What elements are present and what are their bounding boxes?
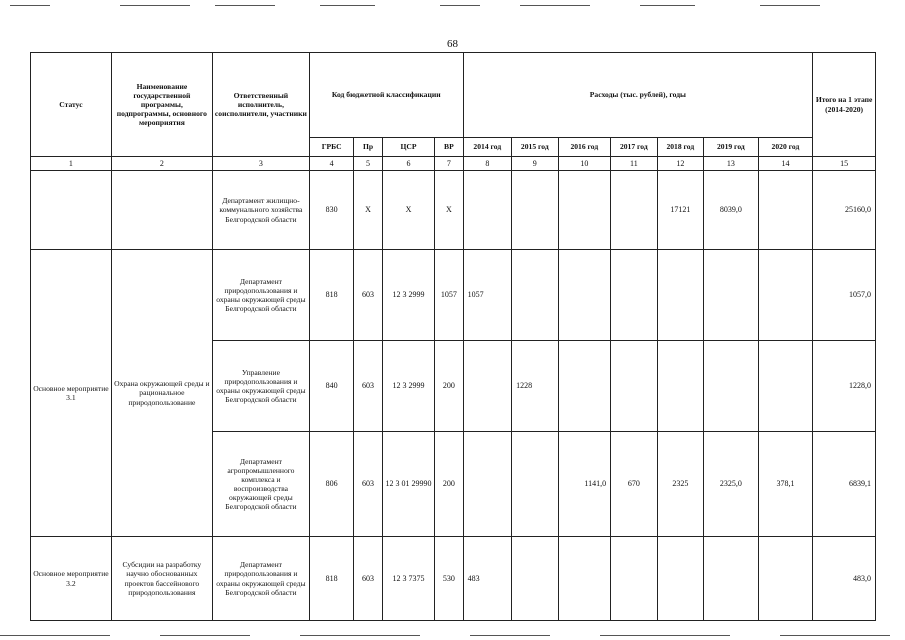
y2017-cell: [611, 537, 657, 621]
top-scan-edge: [0, 5, 905, 6]
subheader-2017: 2017 год: [611, 138, 657, 157]
subheader-2018: 2018 год: [657, 138, 703, 157]
column-index-row: [31, 157, 876, 171]
responsible-cell: Департамент природопользования и охраны окружающей среды Белгородской области: [212, 537, 309, 621]
y2020-cell: [758, 171, 813, 250]
program-name-cell: Охрана окружающей среды и рациональное природопользование: [111, 250, 212, 537]
total-cell: 6839,1: [813, 432, 876, 537]
y2014-cell: [463, 171, 512, 250]
y2019-cell: [704, 250, 759, 341]
table-row: [31, 171, 876, 250]
subheader-grbs: ГРБС: [309, 138, 353, 157]
column-index: 3: [212, 157, 309, 171]
subheader-2016: 2016 год: [558, 138, 611, 157]
y2014-cell: 483: [463, 537, 512, 621]
y2016-cell: [558, 537, 611, 621]
y2019-cell: 8039,0: [704, 171, 759, 250]
csr-cell: 12 3 01 29990: [382, 432, 435, 537]
grbs-cell: 818: [309, 537, 353, 621]
program-name-cell: Субсидии на разработку научно обоснованных проектов бассейнового природопользования: [111, 537, 212, 621]
budget-table: [30, 52, 876, 621]
y2018-cell: [657, 341, 703, 432]
y2016-cell: [558, 341, 611, 432]
column-index: 5: [354, 157, 382, 171]
y2014-cell: [463, 432, 512, 537]
y2015-cell: [512, 171, 558, 250]
y2017-cell: [611, 341, 657, 432]
column-index: 12: [657, 157, 703, 171]
y2016-cell: 1141,0: [558, 432, 611, 537]
csr-cell: 12 3 2999: [382, 250, 435, 341]
pr-cell: 603: [354, 341, 382, 432]
pr-cell: 603: [354, 250, 382, 341]
vr-cell: 200: [435, 341, 463, 432]
y2015-cell: [512, 537, 558, 621]
column-index: 1: [31, 157, 112, 171]
y2020-cell: [758, 250, 813, 341]
y2017-cell: 670: [611, 432, 657, 537]
vr-cell: 200: [435, 432, 463, 537]
column-index: 6: [382, 157, 435, 171]
page-number: 68: [447, 38, 458, 50]
y2019-cell: [704, 537, 759, 621]
header-program-name: Наименование государственной программы, подпрограммы, основного мероприятия: [111, 53, 212, 157]
responsible-cell: Управление природопользования и охраны окружающей среды Белгородской области: [212, 341, 309, 432]
y2015-cell: 1228: [512, 341, 558, 432]
bottom-scan-edge: [0, 635, 905, 636]
y2016-cell: [558, 171, 611, 250]
status-cell: Основное мероприятие 3.1: [31, 250, 112, 537]
csr-cell: Х: [382, 171, 435, 250]
column-index: 11: [611, 157, 657, 171]
y2019-cell: 2325,0: [704, 432, 759, 537]
subheader-csr: ЦСР: [382, 138, 435, 157]
grbs-cell: 806: [309, 432, 353, 537]
header-budget-code: Код бюджетной классификации: [309, 53, 463, 138]
y2015-cell: [512, 250, 558, 341]
y2014-cell: [463, 341, 512, 432]
y2018-cell: [657, 537, 703, 621]
status-cell: Основное мероприятие 3.2: [31, 537, 112, 621]
y2020-cell: [758, 537, 813, 621]
column-index: 14: [758, 157, 813, 171]
table-row: [31, 537, 876, 621]
grbs-cell: 818: [309, 250, 353, 341]
column-index: 10: [558, 157, 611, 171]
y2017-cell: [611, 171, 657, 250]
header-status: Статус: [31, 53, 112, 157]
status-cell: [31, 171, 112, 250]
header-total: Итого на 1 этапе (2014-2020): [813, 53, 876, 157]
total-cell: 1228,0: [813, 341, 876, 432]
subheader-2019: 2019 год: [704, 138, 759, 157]
subheader-pr: Пр: [354, 138, 382, 157]
responsible-cell: Департамент агропромышленного комплекса и воспроизводства окружающей среды Белгородской области: [212, 432, 309, 537]
header-row: [31, 53, 876, 138]
table-row: [31, 250, 876, 341]
pr-cell: 603: [354, 537, 382, 621]
pr-cell: Х: [354, 171, 382, 250]
responsible-cell: Департамент жилищно-коммунального хозяйства Белгородской области: [212, 171, 309, 250]
y2014-cell: 1057: [463, 250, 512, 341]
header-responsible: Ответственный исполнитель, соисполнители, участники: [212, 53, 309, 157]
total-cell: 483,0: [813, 537, 876, 621]
vr-cell: Х: [435, 171, 463, 250]
header-expenses: Расходы (тыс. рублей), годы: [463, 53, 813, 138]
responsible-cell: Департамент природопользования и охраны окружающей среды Белгородской области: [212, 250, 309, 341]
vr-cell: 530: [435, 537, 463, 621]
column-index: 13: [704, 157, 759, 171]
program-name-cell: [111, 171, 212, 250]
grbs-cell: 840: [309, 341, 353, 432]
csr-cell: 12 3 7375: [382, 537, 435, 621]
column-index: 9: [512, 157, 558, 171]
y2016-cell: [558, 250, 611, 341]
y2019-cell: [704, 341, 759, 432]
column-index: 7: [435, 157, 463, 171]
pr-cell: 603: [354, 432, 382, 537]
column-index: 4: [309, 157, 353, 171]
y2015-cell: [512, 432, 558, 537]
grbs-cell: 830: [309, 171, 353, 250]
y2018-cell: 2325: [657, 432, 703, 537]
y2017-cell: [611, 250, 657, 341]
total-cell: 25160,0: [813, 171, 876, 250]
column-index: 2: [111, 157, 212, 171]
subheader-vr: ВР: [435, 138, 463, 157]
csr-cell: 12 3 2999: [382, 341, 435, 432]
y2020-cell: 378,1: [758, 432, 813, 537]
column-index: 15: [813, 157, 876, 171]
subheader-2015: 2015 год: [512, 138, 558, 157]
column-index: 8: [463, 157, 512, 171]
total-cell: 1057,0: [813, 250, 876, 341]
subheader-2014: 2014 год: [463, 138, 512, 157]
subheader-2020: 2020 год: [758, 138, 813, 157]
y2018-cell: [657, 250, 703, 341]
y2018-cell: 17121: [657, 171, 703, 250]
vr-cell: 1057: [435, 250, 463, 341]
y2020-cell: [758, 341, 813, 432]
